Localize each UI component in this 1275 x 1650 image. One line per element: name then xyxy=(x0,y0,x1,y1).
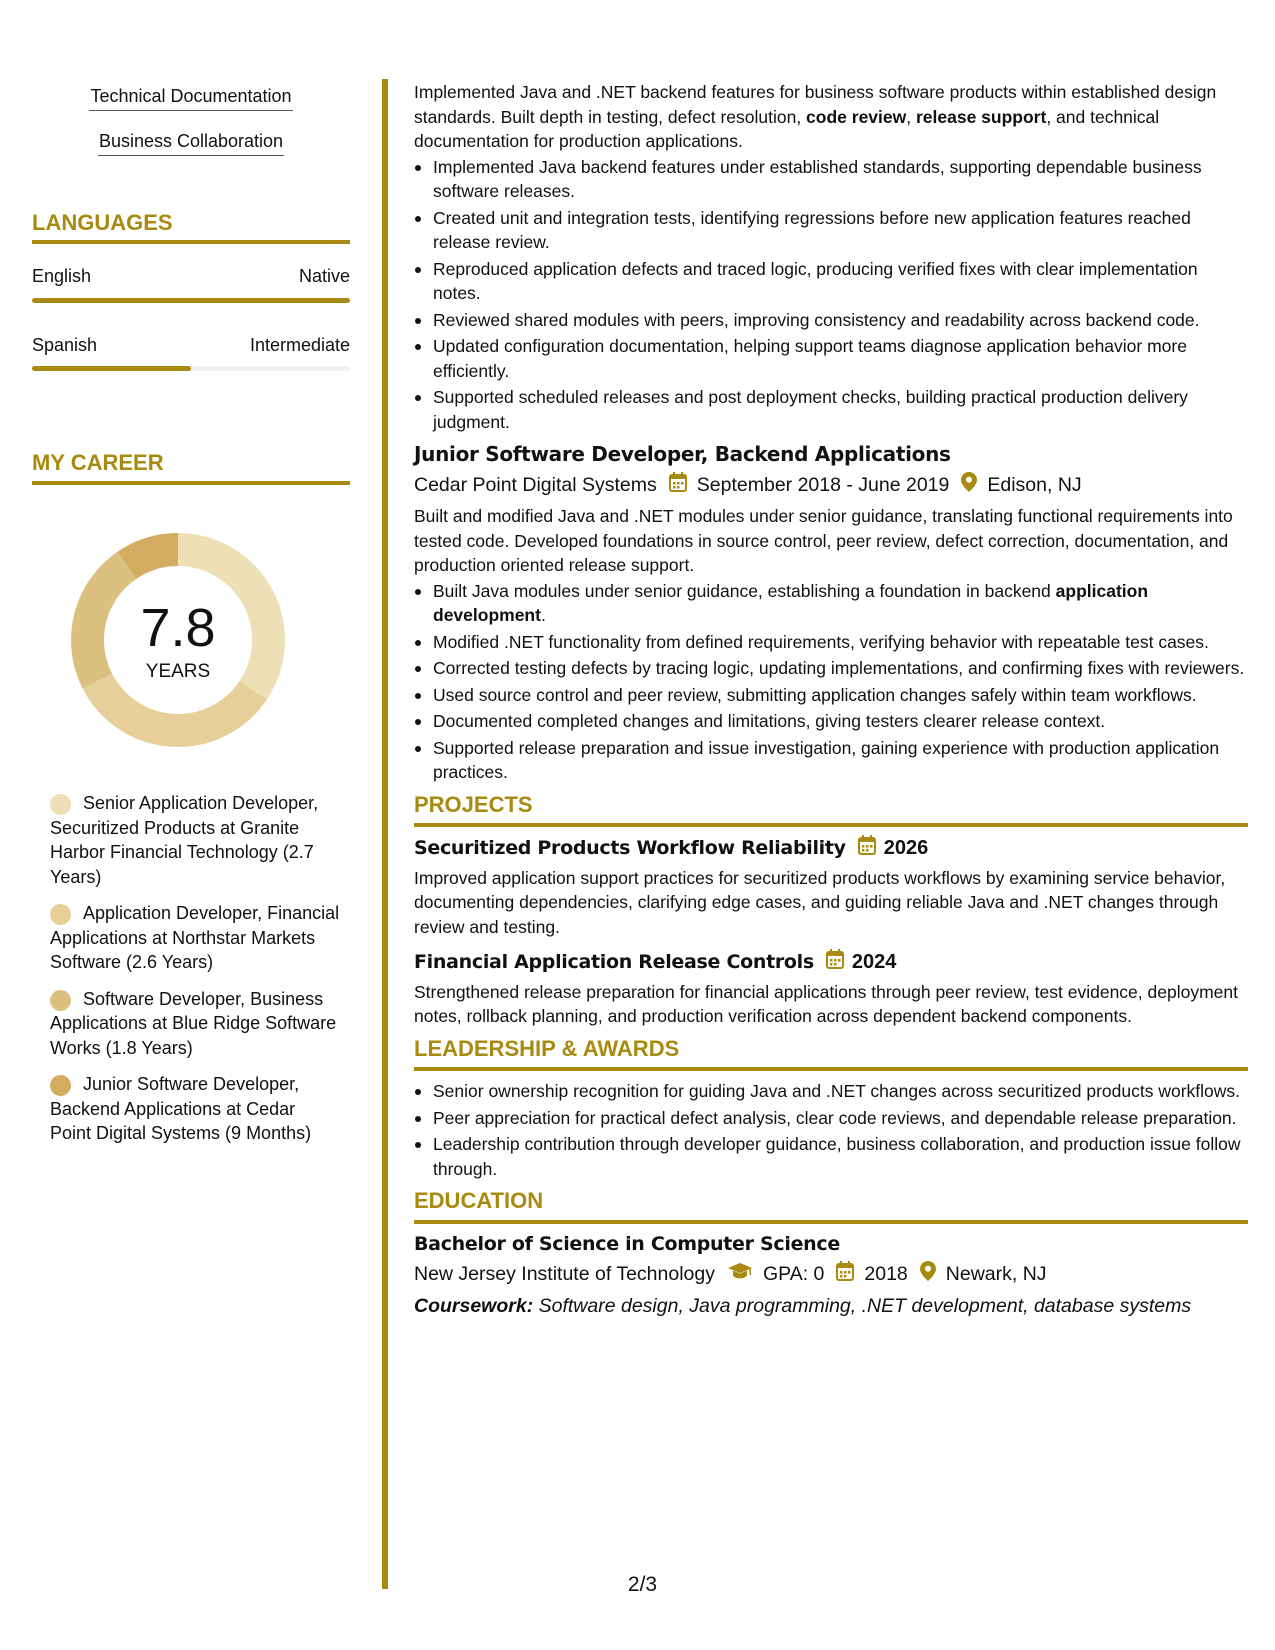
bullet-item: Leadership contribution through developer guidance, business collaboration, and production issue follow through. xyxy=(414,1132,1248,1181)
career-item: Application Developer, Financial Applications at Northstar Markets Software (2.6 Years) xyxy=(50,903,340,972)
career-item: Junior Software Developer, Backend Applications at Cedar Point Digital Systems (9 Months) xyxy=(50,1074,312,1143)
projects-heading: PROJECTS xyxy=(414,791,533,817)
language-row xyxy=(32,335,350,356)
project-title xyxy=(414,949,1248,976)
bullet-item: Supported scheduled releases and post deployment checks, building practical production delivery judgment. xyxy=(414,385,1248,434)
graduation-year: 2018 xyxy=(864,1263,908,1285)
job-dates: September 2018 - June 2019 xyxy=(696,473,950,496)
bullet-item: Senior ownership recognition for guiding Java and .NET changes across securitized products workflows. xyxy=(414,1079,1248,1104)
skill-tag: Business Collaboration xyxy=(32,131,350,156)
career-list xyxy=(50,791,340,1158)
language-level: Intermediate xyxy=(249,335,350,355)
gpa: GPA: 0 xyxy=(762,1263,825,1285)
project-description: Strengthened release preparation for financial applications through peer review, test evidence, deployment notes, rollback planning, and production verification across dependent backend components. xyxy=(414,981,1238,1026)
career-item: Software Developer, Business Applications at Blue Ridge Software Works (1.8 Years) xyxy=(50,988,337,1058)
education-heading: EDUCATION xyxy=(414,1188,544,1213)
project-name: Securitized Products Workflow Reliability xyxy=(414,837,846,859)
career-item: Senior Application Developer, Securitized Products at Granite Harbor Financial Technology (2.7 Years) xyxy=(50,793,319,887)
years-label: YEARS xyxy=(145,661,211,682)
language-level: Native xyxy=(298,266,350,286)
coursework: Coursework: Software design, Java programming, .NET development, database systems xyxy=(414,1294,1192,1317)
project-name: Financial Application Release Controls xyxy=(414,951,814,973)
education-location: Newark, NJ xyxy=(945,1263,1047,1285)
page-number: 2/3 xyxy=(627,1573,658,1596)
languages-heading: LANGUAGES xyxy=(32,210,173,235)
location-pin-icon xyxy=(920,1261,936,1288)
career-donut-chart xyxy=(66,528,290,752)
degree-title: Bachelor of Science in Computer Science xyxy=(414,1232,840,1255)
job-bullets xyxy=(414,579,1248,785)
career-rule xyxy=(32,481,350,485)
job-summary: Built and modified Java and .NET modules under senior guidance, translating functional requirements into tested code. Developed foundations in source control, peer review, defect correction, documentation, and production oriented release support. xyxy=(414,506,1233,575)
total-years: 7.8 xyxy=(140,598,216,658)
bullet-item: Used source control and peer review, submitting application changes safely within team workflows. xyxy=(414,683,1248,708)
career-dot-icon xyxy=(50,794,71,815)
project-year: 2026 xyxy=(883,837,929,859)
bullet-item: Corrected testing defects by tracing logic, updating implementations, and confirming fixes with reviewers. xyxy=(414,656,1248,681)
projects-rule xyxy=(414,823,1248,827)
job-location: Edison, NJ xyxy=(987,473,1082,496)
bullet-item: Reproduced application defects and traced logic, producing verified fixes with clear implementation notes. xyxy=(414,257,1248,306)
languages-rule xyxy=(32,240,350,244)
sidebar xyxy=(32,0,350,1650)
career-dot-icon xyxy=(50,904,71,925)
bullet-item: Modified .NET functionality from defined requirements, verifying behavior with repeatable test cases. xyxy=(414,630,1248,655)
career-heading: MY CAREER xyxy=(32,450,164,475)
leadership-bullets xyxy=(414,1079,1248,1181)
project-year: 2024 xyxy=(851,951,897,973)
leadership-heading: LEADERSHIP & AWARDS xyxy=(414,1035,680,1061)
bullet-item: Created unit and integration tests, identifying regressions before new application features reached release review. xyxy=(414,206,1248,255)
calendar-icon xyxy=(826,949,844,976)
language-name: English xyxy=(32,266,92,286)
education-meta xyxy=(414,1261,1248,1288)
project-title xyxy=(414,835,1248,862)
bullet-item: Documented completed changes and limitations, giving testers clearer release context. xyxy=(414,709,1248,734)
language-bar xyxy=(32,298,350,303)
graduation-cap-icon xyxy=(727,1262,753,1287)
career-dot-icon xyxy=(50,990,71,1011)
language-row xyxy=(32,266,350,287)
location-pin-icon xyxy=(961,472,977,499)
bullet-item: Supported release preparation and issue investigation, gaining experience with production application practices. xyxy=(414,736,1248,785)
education-rule xyxy=(414,1220,1248,1224)
bullet-item: Reviewed shared modules with peers, improving consistency and readability across backend code. xyxy=(414,308,1248,333)
language-bar-fill xyxy=(32,366,191,371)
bullet-item: Built Java modules under senior guidance, establishing a foundation in backend application development. xyxy=(414,579,1248,628)
main-content xyxy=(414,80,1248,1318)
calendar-icon xyxy=(669,472,687,499)
project-description: Improved application support practices for securitized products workflows by examining service behavior, documenting dependencies, clarifying edge cases, and guiding reliable Java and .NET changes through review and testing. xyxy=(414,867,1226,937)
donut-segment xyxy=(83,674,267,747)
bullet-item: Implemented Java backend features under established standards, supporting dependable business software releases. xyxy=(414,155,1248,204)
calendar-icon xyxy=(858,835,876,862)
job-meta xyxy=(414,472,1248,499)
bullet-item: Peer appreciation for practical defect analysis, clear code reviews, and dependable release preparation. xyxy=(414,1106,1248,1131)
previous-job-summary: Implemented Java and .NET backend features for business software products within established design standards. Built depth in testing, defect resolution, code review, release support, and technical documentation for production applications. xyxy=(414,82,1217,151)
bullet-item: Updated configuration documentation, helping support teams diagnose application behavior more efficiently. xyxy=(414,334,1248,383)
school-name: New Jersey Institute of Technology xyxy=(414,1263,715,1285)
job-title: Junior Software Developer, Backend Applications xyxy=(414,442,951,466)
leadership-rule xyxy=(414,1067,1248,1071)
column-divider xyxy=(382,79,388,1589)
career-dot-icon xyxy=(50,1075,71,1096)
calendar-icon xyxy=(836,1261,854,1288)
previous-job-bullets xyxy=(414,155,1248,435)
language-bar-fill xyxy=(32,298,350,303)
language-name: Spanish xyxy=(32,335,98,355)
skill-tag: Technical Documentation xyxy=(32,86,350,111)
language-bar xyxy=(32,366,350,371)
job-company: Cedar Point Digital Systems xyxy=(414,473,657,496)
